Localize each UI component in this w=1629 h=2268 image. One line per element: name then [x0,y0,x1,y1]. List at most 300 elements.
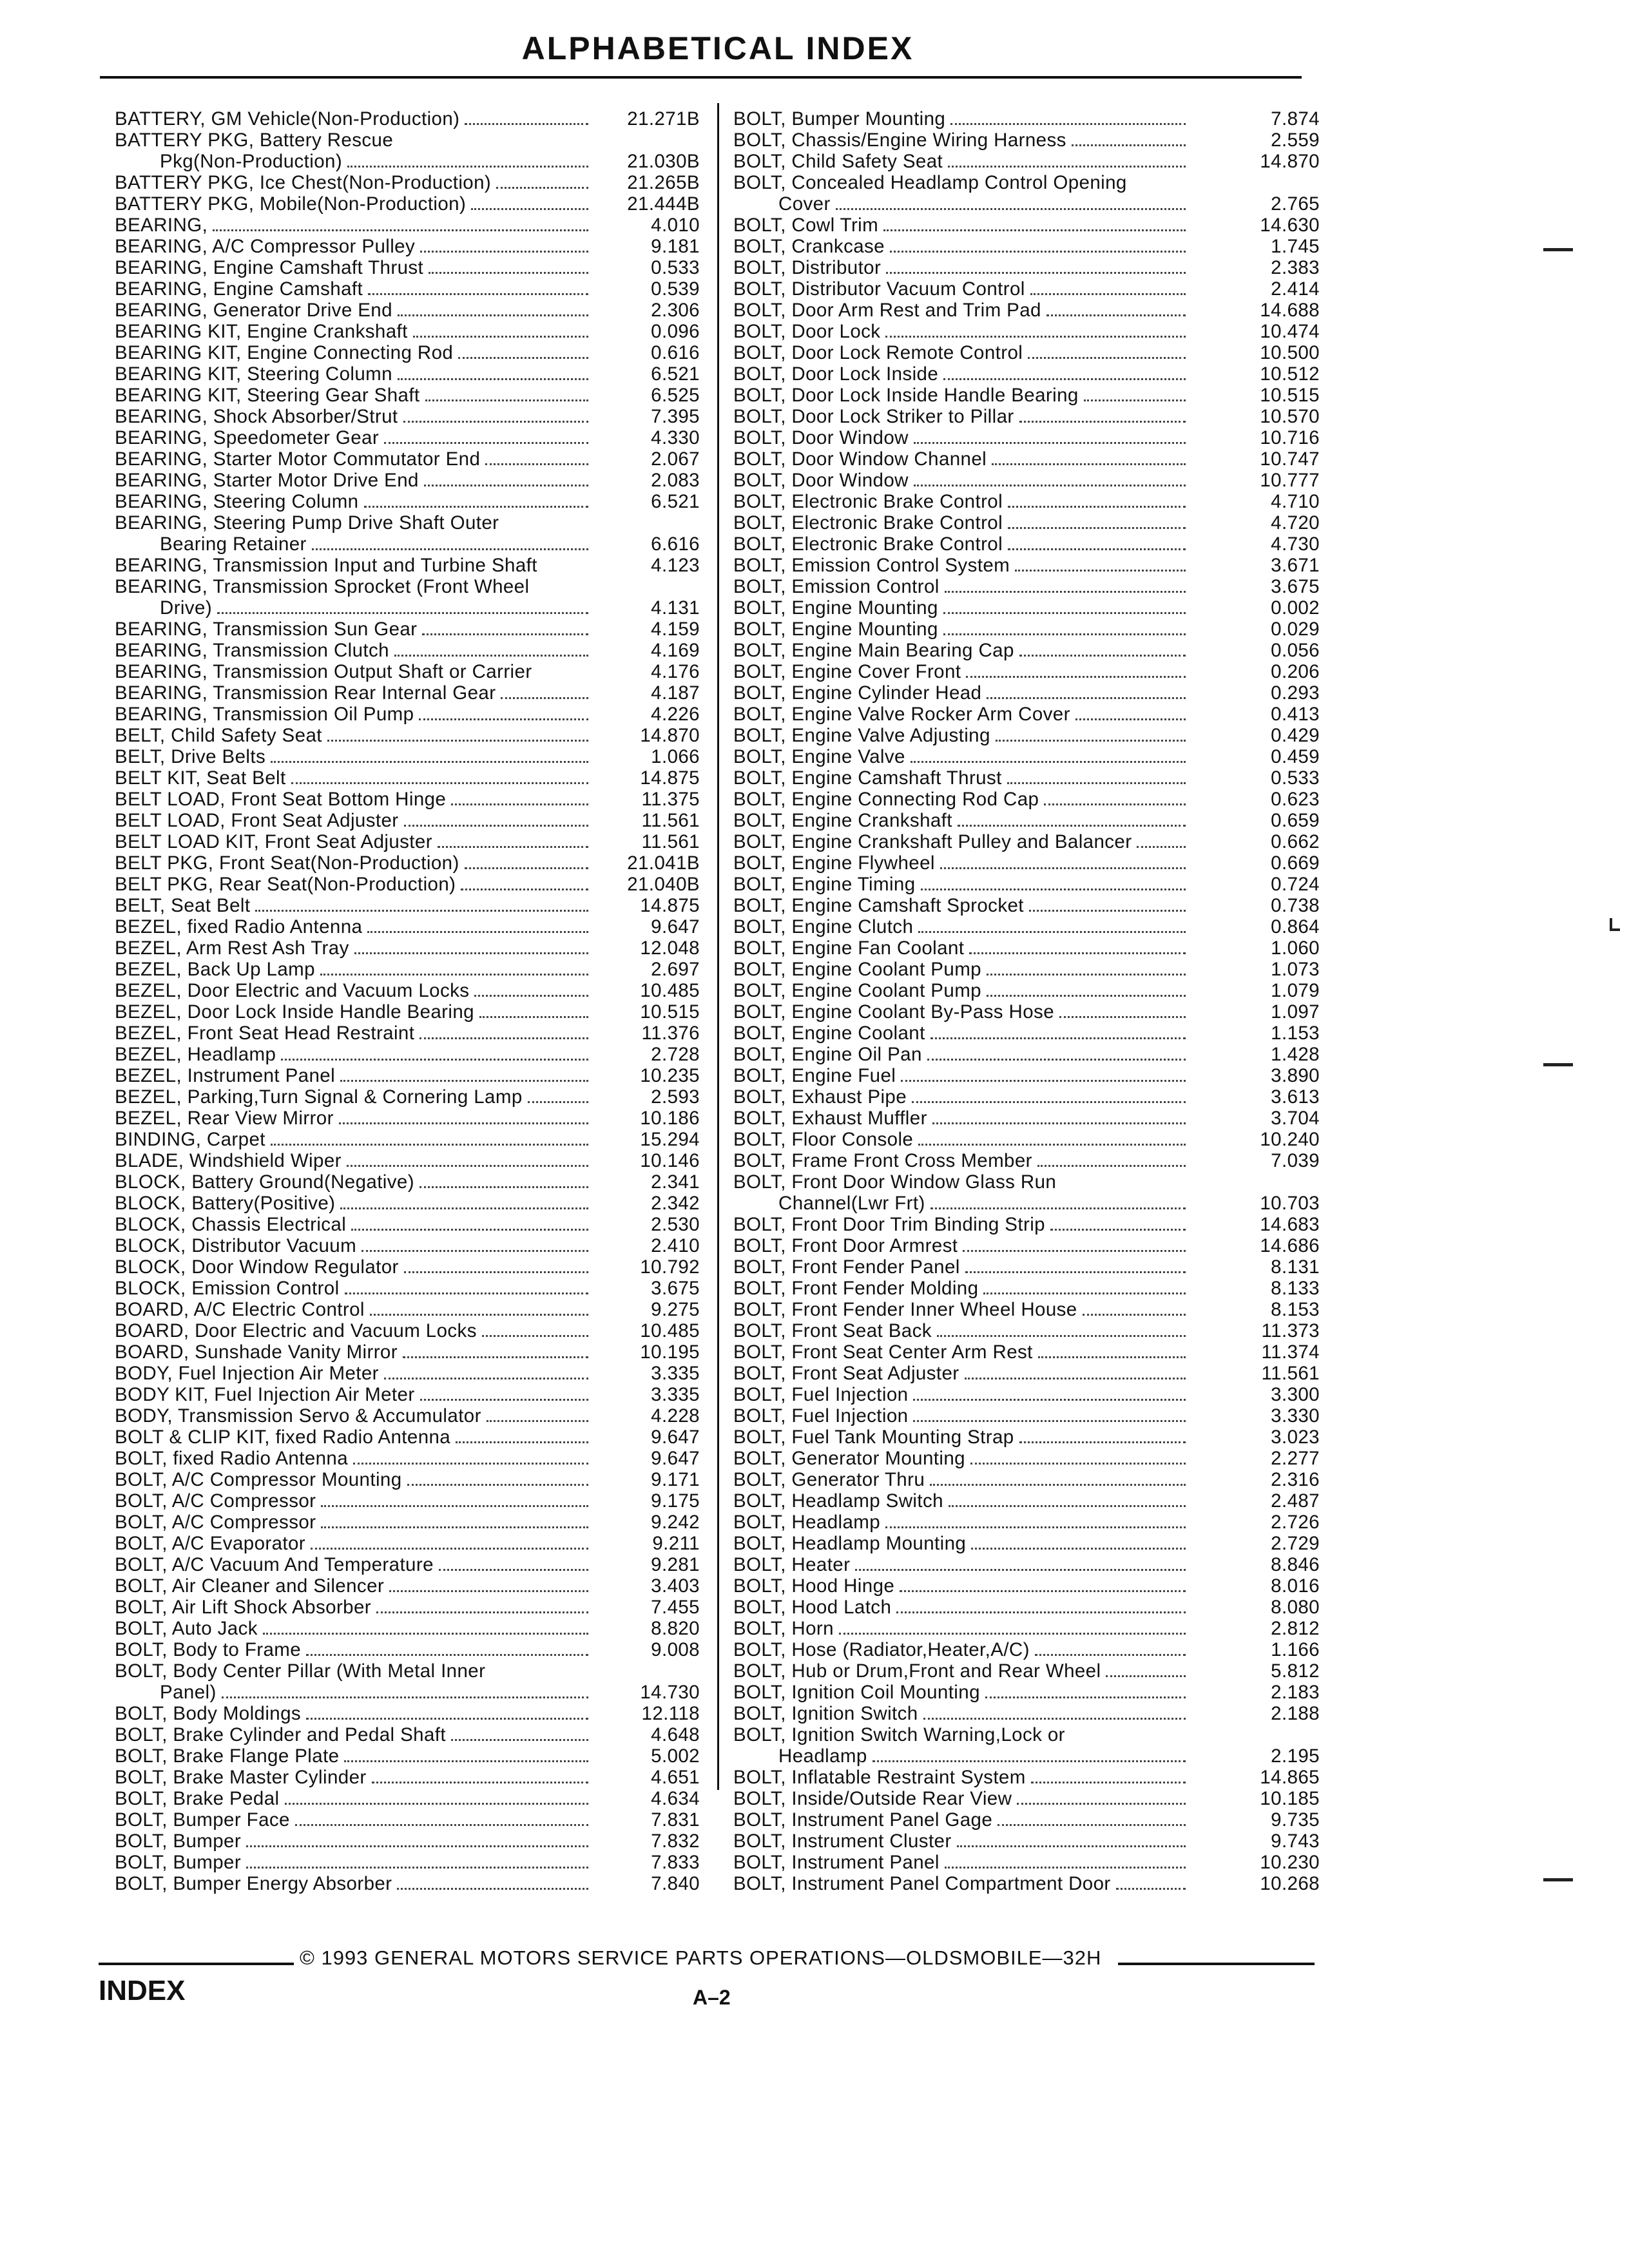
entry-label: BOLT, Emission Control System [733,555,1010,576]
dot-leader [914,485,1186,486]
index-entry [733,512,1320,533]
index-entry [115,810,700,831]
dot-leader [1019,421,1186,423]
entry-page-ref: 0.413 [1271,704,1320,725]
entry-label: BOLT, Engine Flywheel [733,852,935,874]
dot-leader [394,655,588,657]
index-entry [115,448,700,470]
entry-label: BEZEL, fixed Radio Antenna [115,916,363,937]
entry-label: BEARING KIT, Steering Column [115,363,392,385]
entry-page-ref: 12.118 [641,1703,700,1724]
entry-label: BEARING KIT, Engine Connecting Rod [115,342,454,363]
entry-label: BOLT, A/C Compressor [115,1512,316,1533]
index-entry [733,1512,1320,1533]
index-entry [733,300,1320,321]
entry-label: BELT LOAD KIT, Front Seat Adjuster [115,831,432,852]
index-entry [733,895,1320,916]
entry-page-ref: 10.792 [640,1256,700,1278]
entry-label: BEARING, Transmission Sprocket (Front Wheel [115,576,530,597]
index-entry [115,937,700,959]
entry-label: BEARING, Starter Motor Commutator End [115,448,481,470]
dot-leader [404,825,589,827]
entry-page-ref: 4.169 [651,640,700,661]
dot-leader [312,548,588,550]
entry-page-ref: 11.373 [1261,1320,1320,1341]
index-entry [733,1129,1320,1150]
dot-leader [971,1548,1186,1550]
entry-page-ref: 9.008 [651,1639,700,1660]
dot-leader [321,1526,588,1528]
entry-label: BOLT, Fuel Injection [733,1405,909,1427]
entry-label: BOLT, Horn [733,1618,834,1639]
dot-leader [1008,506,1186,508]
entry-label: BELT LOAD, Front Seat Bottom Hinge [115,789,447,810]
entry-label: BOLT, Door Lock Remote Control [733,342,1023,363]
dot-leader [1007,782,1186,784]
dot-leader [836,208,1186,210]
index-entry [115,640,700,661]
dot-leader [422,633,588,635]
index-entry [115,1788,700,1809]
index-entry [733,1618,1320,1639]
dot-leader [923,1718,1186,1720]
index-entry [733,1831,1320,1852]
index-entry [115,1299,700,1320]
dot-leader [949,1505,1186,1507]
dot-leader [1050,1229,1186,1231]
index-entry [733,1427,1320,1448]
entry-label: Drive) [160,597,213,619]
entry-page-ref: 2.188 [1271,1703,1320,1724]
index-entry [733,1384,1320,1405]
index-entry [115,597,700,619]
dot-leader [368,293,588,295]
index-entry [733,385,1320,406]
entry-label: BOLT, Fuel Tank Mounting Strap [733,1427,1014,1448]
index-entry [733,1044,1320,1065]
entry-label: BOLT & CLIP KIT, fixed Radio Antenna [115,1427,451,1448]
margin-mark [1543,248,1573,251]
entry-page-ref: 9.647 [651,1448,700,1469]
entry-page-ref: 9.647 [651,916,700,937]
dot-leader [913,1420,1186,1422]
entry-label: BOLT, Air Lift Shock Absorber [115,1597,372,1618]
dot-leader [364,506,589,508]
entry-page-ref: 2.183 [1271,1682,1320,1703]
entry-label: BELT, Child Safety Seat [115,725,322,746]
dot-leader [886,272,1186,274]
index-entry [733,1533,1320,1554]
index-entry [733,470,1320,491]
index-entry [115,342,700,363]
dot-leader [1037,1165,1186,1167]
entry-label: BELT KIT, Seat Belt [115,767,286,789]
dot-leader [291,782,588,784]
entry-label: BOARD, Door Electric and Vacuum Locks [115,1320,477,1341]
dot-leader [1046,314,1186,316]
index-entry [733,342,1320,363]
entry-page-ref: 2.726 [1271,1512,1320,1533]
entry-page-ref: 4.131 [651,597,700,619]
margin-mark [1543,1878,1573,1881]
dot-leader [217,612,588,614]
entry-label: BEARING, Transmission Clutch [115,640,389,661]
entry-page-ref: 10.195 [640,1341,700,1363]
entry-page-ref: 3.671 [1271,555,1320,576]
entry-label: BATTERY, GM Vehicle(Non-Production) [115,108,460,130]
entry-page-ref: 3.890 [1271,1065,1320,1086]
entry-page-ref: 4.176 [651,661,700,682]
index-entry [733,1405,1320,1427]
index-entry [733,1193,1320,1214]
dot-leader [965,1271,1186,1273]
entry-page-ref: 4.720 [1271,512,1320,533]
entry-page-ref: 2.342 [651,1193,700,1214]
index-entry [115,1341,700,1363]
dot-leader [420,1399,588,1401]
index-entry [115,1873,700,1894]
entry-label: BOLT, Door Lock Inside Handle Bearing [733,385,1079,406]
index-entry [733,916,1320,937]
index-entry [733,810,1320,831]
entry-label: BOLT, Body Moldings [115,1703,302,1724]
dot-leader [945,591,1186,593]
entry-label: BEZEL, Instrument Panel [115,1065,336,1086]
index-entry [733,1490,1320,1512]
dot-leader [1008,548,1186,550]
dot-leader [1059,1016,1186,1018]
index-entry [115,385,700,406]
entry-page-ref: 0.293 [1271,682,1320,704]
dot-leader [1075,718,1186,720]
index-entry [115,321,700,342]
dot-leader [465,867,588,869]
entry-page-ref: 2.487 [1271,1490,1320,1512]
header-rule [100,76,1302,79]
entry-label: BOLT, Hose (Radiator,Heater,A/C) [733,1639,1030,1660]
entry-page-ref: 2.729 [1271,1533,1320,1554]
entry-label: BOLT, Door Window [733,470,909,491]
entry-page-ref: 21.030B [627,151,700,172]
dot-leader [398,314,588,316]
dot-leader [413,336,588,338]
entry-page-ref: 10.268 [1260,1873,1320,1894]
entry-page-ref: 21.041B [627,852,700,874]
index-entry [115,1703,700,1724]
entry-page-ref: 0.029 [1271,619,1320,640]
entry-page-ref: 10.474 [1260,321,1320,342]
dot-leader [1028,357,1186,359]
index-entry [733,1299,1320,1320]
index-entry [115,959,700,980]
entry-label: BOLT, Engine Crankshaft Pulley and Balancer [733,831,1132,852]
dot-leader [890,251,1186,253]
entry-label: BOLT, Engine Camshaft Sprocket [733,895,1024,916]
dot-leader [930,1037,1186,1039]
entry-page-ref: 7.831 [651,1809,700,1831]
index-entry [733,363,1320,385]
entry-label: BOLT, Door Lock [733,321,881,342]
entry-page-ref: 0.096 [651,321,700,342]
entry-page-ref: 9.242 [651,1512,700,1533]
index-entry [733,682,1320,704]
entry-label: BOLT, Headlamp [733,1512,881,1533]
entry-label: BOLT, Inflatable Restraint System [733,1767,1026,1788]
entry-label: BODY, Transmission Servo & Accumulator [115,1405,481,1427]
entry-label: BOLT, Engine Fan Coolant [733,937,965,959]
index-entry [733,597,1320,619]
entry-label: BOLT, Brake Cylinder and Pedal Shaft [115,1724,446,1745]
index-entry [733,1745,1320,1767]
entry-label: BOLT, Front Door Armrest [733,1235,958,1256]
dot-leader [376,1611,588,1613]
index-entry [733,1597,1320,1618]
entry-page-ref: 2.083 [651,470,700,491]
index-entry [115,874,700,895]
entry-page-ref: 21.444B [627,193,700,215]
entry-label: BOLT, Emission Control [733,576,940,597]
entry-label: BOLT, A/C Vacuum And Temperature [115,1554,434,1575]
entry-label: Pkg(Non-Production) [160,151,343,172]
dot-leader [1084,399,1186,401]
dot-leader [420,251,588,253]
index-entry [733,1660,1320,1682]
entry-page-ref: 0.429 [1271,725,1320,746]
margin-mark [1610,918,1620,931]
entry-page-ref: 9.171 [651,1469,700,1490]
index-entry [115,661,700,682]
index-entry [115,1256,700,1278]
dot-leader [424,485,588,486]
entry-label: BOLT, Door Arm Rest and Trim Pad [733,300,1041,321]
index-entry [115,1001,700,1023]
dot-leader [983,1293,1186,1294]
index-entry [115,427,700,448]
dot-leader [918,931,1186,933]
index-entry [115,1831,700,1852]
index-entry [115,1278,700,1299]
index-column-right [733,108,1320,1894]
index-entry [115,278,700,300]
index-entry [733,831,1320,852]
dot-leader [965,1378,1186,1379]
index-entry [733,937,1320,959]
index-entry [733,1086,1320,1108]
entry-page-ref: 2.195 [1271,1745,1320,1767]
index-entry [115,746,700,767]
dot-leader [885,1526,1186,1528]
dot-leader [246,1845,588,1847]
entry-label: BEARING, Transmission Input and Turbine Shaft [115,555,537,576]
entry-label: BEZEL, Back Up Lamp [115,959,315,980]
index-entry [733,874,1320,895]
dot-leader [246,1867,588,1869]
index-entry [115,789,700,810]
index-entry [733,1873,1320,1894]
entry-label: BOARD, A/C Electric Control [115,1299,365,1320]
index-entry [115,151,700,172]
index-entry [733,1703,1320,1724]
entry-label: BEARING KIT, Engine Crankshaft [115,321,408,342]
entry-label: BOLT, Engine Valve [733,746,905,767]
column-divider [717,103,719,1790]
entry-label: BOLT, Bumper Face [115,1809,290,1831]
entry-label: BOLT, Front Seat Adjuster [733,1363,959,1384]
dot-leader [883,229,1186,231]
entry-page-ref: 2.697 [651,959,700,980]
index-entry [733,852,1320,874]
entry-page-ref: 10.716 [1260,427,1320,448]
dot-leader [461,889,588,890]
index-entry [733,1809,1320,1831]
entry-label: BOLT, Body to Frame [115,1639,302,1660]
entry-label: BELT, Drive Belts [115,746,266,767]
entry-label: BEARING, Steering Column [115,491,359,512]
dot-leader [456,1441,588,1443]
index-entry [115,406,700,427]
dot-leader [1031,1782,1186,1783]
entry-page-ref: 0.864 [1271,916,1320,937]
entry-label: BOLT, Bumper Mounting [733,108,946,130]
entry-label: BOLT, Exhaust Muffler [733,1108,927,1129]
entry-page-ref: 3.335 [651,1384,700,1405]
dot-leader [397,1888,588,1890]
dot-leader [987,974,1186,975]
dot-leader [948,166,1186,168]
entry-page-ref: 4.226 [651,704,700,725]
dot-leader [958,825,1186,827]
entry-label: BLADE, Windshield Wiper [115,1150,342,1171]
dot-leader [351,1229,588,1231]
dot-leader [306,1654,588,1656]
entry-page-ref: 4.710 [1271,491,1320,512]
dot-leader [404,1271,588,1273]
entry-label: BOLT, Engine Crankshaft [733,810,952,831]
dot-leader [384,1378,588,1379]
dot-leader [255,910,588,912]
index-entry [733,576,1320,597]
dot-leader [1038,1356,1186,1358]
index-entry [733,1767,1320,1788]
dot-leader [285,1803,589,1805]
dot-leader [372,1782,588,1783]
index-entry [733,980,1320,1001]
dot-leader [281,1059,588,1061]
entry-page-ref: 4.159 [651,619,700,640]
index-entry [115,895,700,916]
index-entry [733,1724,1320,1745]
dot-leader [940,867,1186,869]
dot-leader [1030,293,1186,295]
dot-leader [918,1144,1186,1146]
entry-label: BEZEL, Parking,Turn Signal & Cornering Lamp [115,1086,523,1108]
index-entry [733,1639,1320,1660]
index-entry [733,1150,1320,1171]
index-entry [115,1724,700,1745]
dot-leader [347,166,588,168]
entry-label: BOLT, Hood Hinge [733,1575,895,1597]
entry-page-ref: 5.812 [1271,1660,1320,1682]
index-entry [115,1214,700,1235]
entry-label: BOLT, A/C Compressor [115,1490,316,1512]
entry-label: BODY, Fuel Injection Air Meter [115,1363,379,1384]
dot-leader [970,1463,1186,1465]
index-entry [115,236,700,257]
index-entry [733,1448,1320,1469]
index-entry [733,1852,1320,1873]
entry-page-ref: 10.485 [640,980,700,1001]
entry-label: BOLT, Distributor [733,257,882,278]
index-entry [733,1320,1320,1341]
dot-leader [458,357,588,359]
entry-page-ref: 11.375 [641,789,700,810]
entry-label: BOLT, Bumper Energy Absorber [115,1873,392,1894]
entry-page-ref: 1.079 [1271,980,1320,1001]
index-entry [115,470,700,491]
entry-page-ref: 10.235 [640,1065,700,1086]
entry-label: BLOCK, Battery Ground(Negative) [115,1171,414,1193]
entry-label: BOLT, Heater [733,1554,851,1575]
index-entry [733,725,1320,746]
index-entry [733,1341,1320,1363]
entry-label: BELT, Seat Belt [115,895,251,916]
entry-label: BLOCK, Distributor Vacuum [115,1235,357,1256]
footer-copyright: © 1993 GENERAL MOTORS SERVICE PARTS OPERATIONS—OLDSMOBILE—32H [300,1946,1102,1969]
entry-page-ref: 0.662 [1271,831,1320,852]
dot-leader [487,1420,588,1422]
entry-label: BOLT, Ignition Switch [733,1703,918,1724]
entry-label: BOLT, Body Center Pillar (With Metal Inner [115,1660,486,1682]
entry-label: BOLT, Floor Console [733,1129,914,1150]
index-entry [115,1129,700,1150]
index-entry [115,1490,700,1512]
entry-label: BOLT, Front Fender Molding [733,1278,979,1299]
entry-page-ref: 1.066 [651,746,700,767]
index-entry [115,512,700,533]
entry-page-ref: 1.097 [1271,1001,1320,1023]
entry-page-ref: 14.875 [640,767,700,789]
dot-leader [943,378,1186,380]
entry-page-ref: 9.647 [651,1427,700,1448]
dot-leader [321,1505,588,1507]
entry-page-ref: 14.865 [1260,1767,1320,1788]
dot-leader [855,1569,1186,1571]
entry-page-ref: 4.123 [651,555,700,576]
entry-page-ref: 10.703 [1260,1193,1320,1214]
entry-label: BOLT, Generator Mounting [733,1448,965,1469]
entry-page-ref: 2.067 [651,448,700,470]
entry-page-ref: 2.383 [1271,257,1320,278]
index-column-left [115,108,700,1894]
index-entry [115,1108,700,1129]
entry-page-ref: 3.613 [1271,1086,1320,1108]
entry-page-ref: 3.675 [1271,576,1320,597]
entry-page-ref: 3.704 [1271,1108,1320,1129]
dot-leader [451,803,588,805]
entry-label: BINDING, Carpet [115,1129,265,1150]
dot-leader [1029,910,1186,912]
entry-page-ref: 2.728 [651,1044,700,1065]
entry-page-ref: 9.281 [651,1554,700,1575]
entry-page-ref: 10.485 [640,1320,700,1341]
index-entry [733,406,1320,427]
entry-page-ref: 8.846 [1271,1554,1320,1575]
entry-page-ref: 8.133 [1271,1278,1320,1299]
entry-page-ref: 6.521 [651,363,700,385]
index-entry [733,1256,1320,1278]
entry-label: BOLT, Electronic Brake Control [733,512,1003,533]
entry-label: BOLT, Instrument Panel Gage [733,1809,993,1831]
